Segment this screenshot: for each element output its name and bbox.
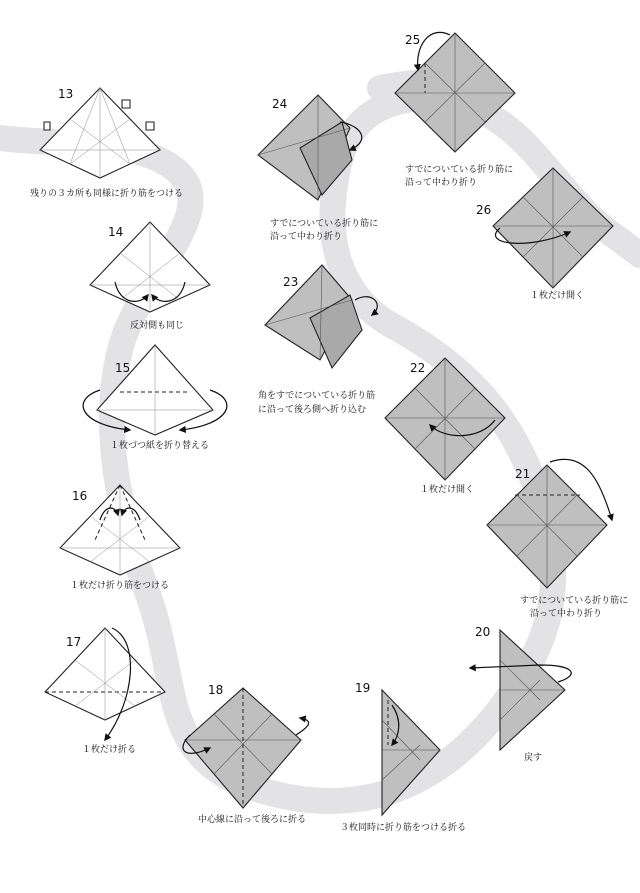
step-caption-line2: に沿って後ろ側へ折り込む	[258, 405, 367, 415]
step-number: 15	[115, 361, 131, 375]
step-caption: 残りの３カ所も同様に折り筋をつける	[30, 189, 184, 199]
step-caption: 反対側も同じ	[130, 321, 185, 331]
step-16	[60, 485, 180, 591]
step-25	[395, 32, 515, 188]
step-number: 18	[208, 683, 224, 697]
step-caption: １枚だけ折り筋をつける	[70, 581, 170, 591]
step-22	[385, 358, 505, 495]
step-caption-line1: すでについている折り筋に	[405, 165, 514, 175]
step-caption-line2: 沿って中わり折り	[405, 178, 478, 188]
step-number: 13	[58, 87, 74, 101]
step-caption: １枚づつ紙を折り替える	[110, 441, 210, 451]
step-number: 24	[272, 97, 288, 111]
step-26	[476, 168, 613, 301]
step-number: 14	[108, 225, 124, 239]
step-caption: ３枚同時に折り筋をつける折る	[340, 823, 467, 833]
step-caption: 戻す	[524, 753, 543, 763]
step-number: 17	[66, 635, 82, 649]
step-caption: １枚だけ折る	[82, 745, 137, 755]
step-caption: 中心線に沿って後ろに折る	[198, 815, 307, 825]
step-caption-line1: 角をすでについている折り筋	[258, 391, 376, 401]
step-21	[487, 459, 628, 619]
step-13	[30, 87, 183, 199]
step-caption-line2: 沿って中わり折り	[530, 609, 603, 619]
step-number: 26	[476, 203, 492, 217]
step-17	[45, 628, 165, 755]
step-caption: １枚だけ開く	[530, 291, 585, 301]
step-number: 25	[405, 33, 421, 47]
step-number: 20	[475, 625, 491, 639]
step-caption: １枚だけ開く	[420, 485, 475, 495]
step-number: 16	[72, 489, 88, 503]
step-caption-line1: すでについている折り筋に	[520, 596, 629, 606]
step-number: 19	[355, 681, 371, 695]
step-caption-line2: 沿って中わり折り	[270, 232, 343, 242]
step-number: 23	[283, 275, 299, 289]
step-number: 22	[410, 361, 426, 375]
step-number: 21	[515, 467, 531, 481]
step-caption-line1: すでについている折り筋に	[270, 219, 379, 229]
